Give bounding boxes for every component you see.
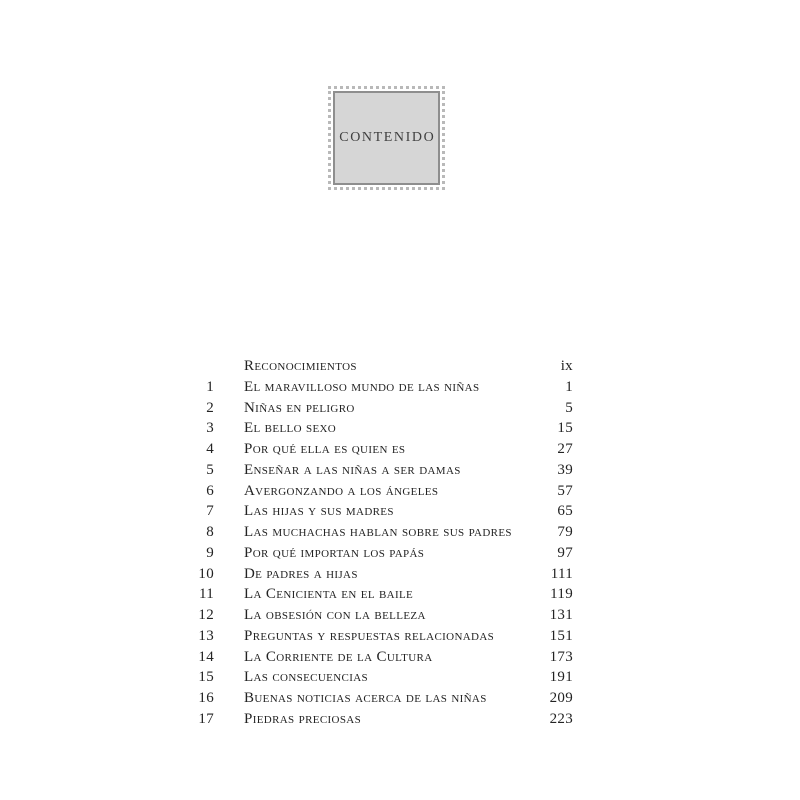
toc-row bbox=[175, 709, 573, 730]
chapter-title: Piedras preciosas bbox=[244, 710, 362, 727]
toc-row bbox=[175, 377, 573, 398]
toc-row bbox=[175, 605, 573, 626]
chapter-title: Las consecuencias bbox=[244, 669, 368, 686]
toc-row bbox=[175, 460, 573, 481]
chapter-page-number: 27 bbox=[557, 441, 573, 457]
chapter-title: Las muchachas hablan sobre sus padres bbox=[244, 524, 512, 540]
chapter-title: De padres a hijas bbox=[244, 565, 358, 582]
chapter-title: Buenas noticias acerca de las niñas bbox=[244, 690, 487, 706]
chapter-page-number: 57 bbox=[557, 482, 573, 499]
chapter-number: 6 bbox=[206, 482, 214, 499]
chapter-page-number: 209 bbox=[549, 690, 573, 706]
chapter-number: 13 bbox=[198, 627, 214, 644]
chapter-title: La Cenicienta en el baile bbox=[244, 586, 414, 603]
chapter-number: 17 bbox=[198, 710, 214, 727]
chapter-number: 8 bbox=[206, 524, 214, 540]
chapter-number: 4 bbox=[206, 441, 214, 457]
chapter-page-number: 39 bbox=[557, 461, 573, 478]
toc-row bbox=[175, 564, 573, 585]
toc-row bbox=[175, 543, 573, 564]
chapter-page-number: 1 bbox=[565, 378, 573, 395]
chapter-page-number: ix bbox=[560, 358, 573, 374]
toc-row bbox=[175, 522, 573, 543]
toc-row bbox=[175, 356, 573, 377]
chapter-title: La obsesión con la belleza bbox=[244, 607, 426, 623]
chapter-title: Avergonzando a los ángeles bbox=[244, 482, 439, 499]
chapter-page-number: 5 bbox=[565, 399, 573, 416]
toc-row bbox=[175, 688, 573, 709]
chapter-number: 11 bbox=[198, 586, 214, 603]
chapter-page-number: 65 bbox=[557, 503, 573, 520]
chapter-page-number: 97 bbox=[557, 544, 573, 561]
chapter-page-number: 111 bbox=[550, 565, 573, 582]
chapter-title: Preguntas y respuestas relacionadas bbox=[244, 627, 495, 644]
chapter-number: 10 bbox=[198, 565, 214, 582]
chapter-page-number: 15 bbox=[557, 420, 573, 437]
chapter-page-number: 191 bbox=[549, 669, 573, 686]
contents-heading: CONTENIDO bbox=[339, 130, 436, 145]
chapter-title: Enseñar a las niñas a ser damas bbox=[244, 461, 461, 478]
chapter-page-number: 79 bbox=[557, 524, 573, 540]
chapter-page-number: 131 bbox=[549, 607, 573, 623]
chapter-number: 1 bbox=[206, 378, 214, 395]
toc-row bbox=[175, 481, 573, 502]
chapter-number: 16 bbox=[198, 690, 214, 706]
chapter-page-number: 151 bbox=[549, 627, 573, 644]
toc-row bbox=[175, 667, 573, 688]
chapter-title: Las hijas y sus madres bbox=[244, 503, 394, 520]
chapter-number: 7 bbox=[206, 503, 214, 520]
toc-row bbox=[175, 647, 573, 668]
toc-row bbox=[175, 398, 573, 419]
chapter-title: Reconocimientos bbox=[244, 358, 357, 374]
chapter-title: El maravilloso mundo de las niñas bbox=[244, 378, 480, 395]
chapter-number: 3 bbox=[206, 420, 214, 437]
chapter-number: 2 bbox=[206, 399, 214, 416]
chapter-number: 9 bbox=[206, 544, 214, 561]
chapter-page-number: 119 bbox=[550, 586, 573, 603]
chapter-title: El bello sexo bbox=[244, 420, 337, 437]
chapter-title: Por qué ella es quien es bbox=[244, 441, 406, 457]
chapter-number: 14 bbox=[198, 648, 214, 665]
chapter-number: 12 bbox=[198, 607, 214, 623]
chapter-title: Por qué importan los papás bbox=[244, 544, 425, 561]
toc-row bbox=[175, 626, 573, 647]
toc-row bbox=[175, 439, 573, 460]
chapter-page-number: 223 bbox=[549, 710, 573, 727]
contenido-stamp bbox=[328, 86, 445, 190]
toc-row bbox=[175, 501, 573, 522]
toc-row bbox=[175, 418, 573, 439]
chapter-title: Niñas en peligro bbox=[244, 399, 355, 416]
chapter-page-number: 173 bbox=[549, 648, 573, 665]
chapter-number: 5 bbox=[206, 461, 214, 478]
toc-row bbox=[175, 584, 573, 605]
contenido-stamp-panel bbox=[333, 91, 440, 185]
chapter-number: 15 bbox=[198, 669, 214, 686]
table-of-contents bbox=[175, 356, 573, 730]
chapter-title: La Corriente de la Cultura bbox=[244, 648, 433, 665]
